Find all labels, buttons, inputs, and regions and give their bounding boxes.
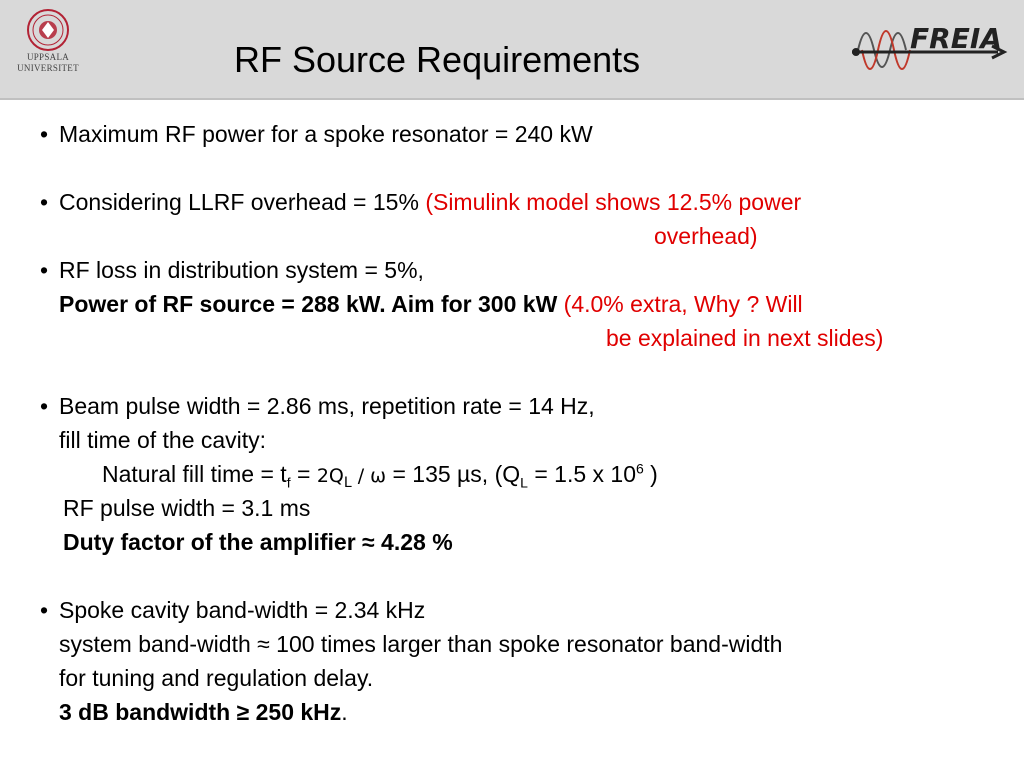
duty-factor: Duty factor of the amplifier ≈ 4.28 % [63, 529, 453, 555]
bullet-5-text: Spoke cavity band-width = 2.34 kHz [59, 597, 426, 623]
system-bandwidth-line: system band-width ≈ 100 times larger than spoke resonator band-width [59, 631, 783, 657]
simulink-note-continued: overhead) [654, 223, 758, 249]
tuning-delay-line: for tuning and regulation delay. [59, 665, 374, 691]
bullet-2-marker: • [40, 189, 49, 215]
superscript-6: 6 [636, 460, 644, 477]
freia-logo-text: FREIA [910, 22, 1002, 55]
extra-note: (4.0% extra, Why ? Will [557, 291, 803, 317]
university-name-line2: UNIVERSITET [17, 63, 79, 73]
bandwidth-3db: 3 dB bandwidth ≥ 250 kHz [59, 699, 342, 725]
fill-time-heading: fill time of the cavity: [59, 427, 267, 453]
equals-sign: = [290, 461, 317, 487]
subscript-l: L [520, 474, 528, 491]
formula-subscript-l: L [343, 474, 352, 491]
bullet-2-text [59, 185, 801, 219]
period: . [341, 699, 348, 725]
rf-pulse-width: RF pulse width = 3.1 ms [63, 495, 311, 521]
bullet-3-marker: • [40, 257, 49, 283]
bandwidth-3db-line [59, 695, 348, 729]
closing-paren: ) [643, 461, 658, 487]
simulink-note: (Simulink model shows 12.5% power [425, 189, 802, 215]
extra-note-continued: be explained in next slides) [606, 325, 884, 351]
bullet-3-text: RF loss in distribution system = 5%, [59, 257, 424, 283]
formula-numerator: 2Q [316, 465, 344, 487]
bullet-1-marker: • [40, 121, 49, 147]
page-title: RF Source Requirements [234, 39, 641, 80]
bullet-4-text: Beam pulse width = 2.86 ms, repetition rate = 14 Hz, [59, 393, 595, 419]
bullet-4-marker: • [40, 393, 49, 419]
subscript-f: f [286, 474, 291, 491]
university-name-line1: UPPSALA [26, 52, 70, 62]
bullet-5-marker: • [40, 597, 49, 623]
ql-value: = 1.5 x 10 [527, 461, 636, 487]
fill-time-label: Natural fill time = t [102, 461, 287, 487]
llrf-overhead-text: Considering LLRF overhead = 15% [59, 189, 426, 215]
fill-time-formula [316, 465, 387, 491]
rf-source-power: Power of RF source = 288 kW. Aim for 300 kW [59, 291, 558, 317]
bullet-1-text: Maximum RF power for a spoke resonator = 240 kW [59, 121, 593, 147]
rf-source-power-line [59, 287, 803, 321]
natural-fill-time-line [102, 457, 658, 493]
fill-time-value: = 135 µs, (Q [386, 461, 521, 487]
formula-omega: / ω [351, 465, 387, 487]
